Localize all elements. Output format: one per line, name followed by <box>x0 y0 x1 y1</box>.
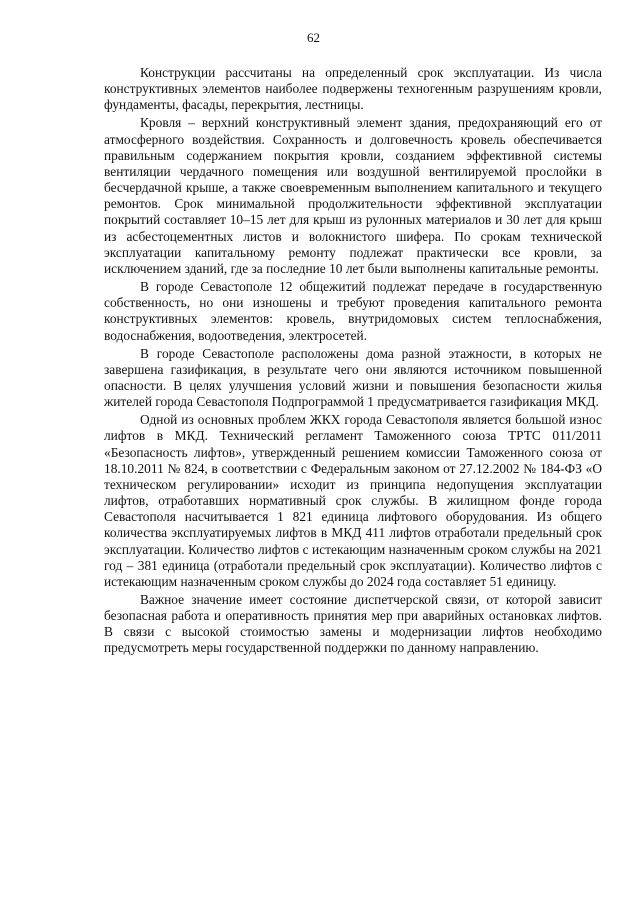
paragraph-elevators: Одной из основных проблем ЖКХ города Севастополя является большой износ лифтов в МКД. Технический регламент Таможенного союза ТРТС 011/2011 «Безопасность лифтов», утвержденный решением комиссии Таможенного союза от 18.10.2011 № 824, в соответствии с Федеральным законом от 27.12.2002 № 184-ФЗ «О техническом регулировании» исходит из принципа недопущения эксплуатации лифтов, отработавших нормативный срок службы. В жилищном фонде города Севастополя насчитывается 1 821 единица лифтового оборудования. Из общего количества эксплуатируемых лифтов в МКД 411 лифтов отработали предельный срок эксплуатации. Количество лифтов с истекающим назначенным сроком службы на 2021 год – 381 единица (отработали предельный срок эксплуатации). Количество лифтов с истекающим назначенным сроком службы до 2024 года составляет 51 единицу. <box>104 412 602 589</box>
paragraph-dispatch: Важное значение имеет состояние диспетчерской связи, от которой зависит безопасная работа и оперативность принятия мер при аварийных остановках лифтов. В связи с высокой стоимостью замены и модернизации лифтов необходимо предусмотреть меры государственной поддержки по данному направлению. <box>104 592 602 656</box>
document-body <box>104 65 602 659</box>
paragraph-structures: Конструкции рассчитаны на определенный срок эксплуатации. Из числа конструктивных элементов наиболее подвержены техногенным разрушениям кровли, фундаменты, фасады, перекрытия, лестницы. <box>104 65 602 113</box>
page-number: 62 <box>307 30 320 45</box>
paragraph-roofs: Кровля – верхний конструктивный элемент здания, предохраняющий его от атмосферного воздействия. Сохранность и долговечность кровель обеспечивается правильным содержанием покрытия кровли, созданием эффективной системы вентиляции чердачного помещения или воздушной вентилируемой прослойки в бесчердачной крыше, а также своевременным выполнением капитального и текущего ремонтов. Срок минимальной продолжительности эффективной эксплуатации покрытий составляет 10–15 лет для крыш из рулонных материалов и 30 лет для крыш из асбестоцементных листов и волокнистого шифера. По срокам технической эксплуатации капитальному ремонту подлежат практически все кровли, за исключением зданий, где за последние 10 лет были выполнены капитальные ремонты. <box>104 115 602 276</box>
paragraph-dormitories: В городе Севастополе 12 общежитий подлежат передаче в государственную собственность, но они изношены и требуют проведения капитального ремонта конструктивных элементов: кровель, внутридомовых систем теплоснабжения, водоснабжения, водоотведения, электросетей. <box>104 279 602 343</box>
paragraph-gasification: В городе Севастополе расположены дома разной этажности, в которых не завершена газификация, в результате чего они являются источником повышенной опасности. В целях улучшения условий жизни и повышения безопасности жилья жителей города Севастополя Подпрограммой 1 предусматривается газификация МКД. <box>104 345 602 410</box>
